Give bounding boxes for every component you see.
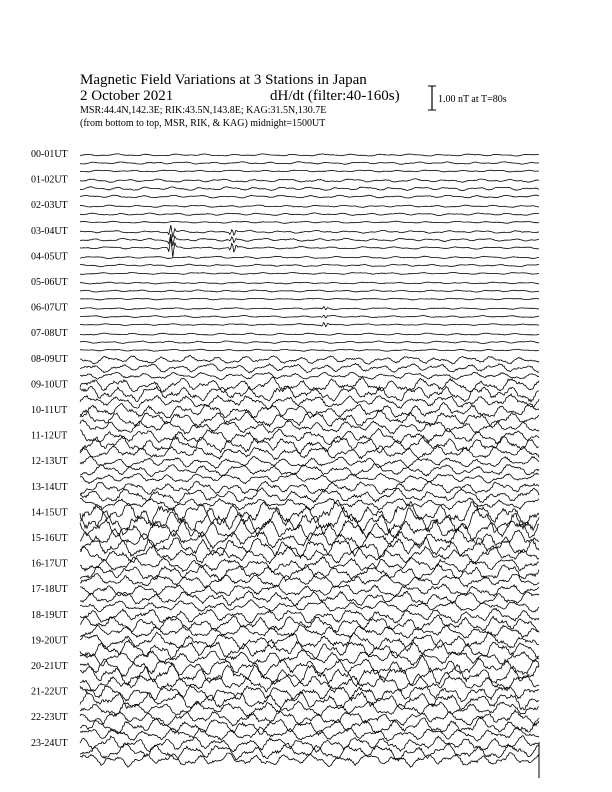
trace-05-06UT-RIK bbox=[80, 290, 539, 292]
hour-label-01-02UT: 01-02UT bbox=[31, 174, 68, 186]
hour-label-09-10UT: 09-10UT bbox=[31, 379, 68, 391]
trace-21-22UT-MSR bbox=[80, 701, 539, 717]
hour-label-07-08UT: 07-08UT bbox=[31, 328, 68, 340]
order-text: (from bottom to top, MSR, RIK, & KAG) midnight=1500UT bbox=[80, 118, 326, 129]
hour-label-00-01UT: 00-01UT bbox=[31, 149, 68, 160]
traces bbox=[80, 154, 539, 767]
hour-label-06-07UT: 06-07UT bbox=[31, 302, 68, 314]
trace-02-03UT-RIK bbox=[80, 213, 539, 216]
trace-04-05UT-RIK bbox=[80, 264, 539, 267]
trace-06-07UT-KAG bbox=[80, 307, 539, 310]
hour-label-02-03UT: 02-03UT bbox=[31, 200, 68, 212]
trace-07-08UT-MSR bbox=[80, 349, 539, 351]
hour-label-17-18UT: 17-18UT bbox=[31, 584, 68, 596]
scale-bar bbox=[428, 86, 436, 110]
trace-20-21UT-MSR bbox=[80, 675, 539, 692]
hour-label-16-17UT: 16-17UT bbox=[31, 558, 68, 570]
trace-00-01UT-RIK bbox=[80, 162, 539, 165]
trace-10-11UT-RIK bbox=[80, 410, 539, 428]
trace-12-13UT-RIK bbox=[80, 464, 539, 477]
trace-23-24UT-RIK bbox=[80, 743, 539, 761]
trace-12-13UT-KAG bbox=[80, 457, 539, 469]
trace-16-17UT-RIK bbox=[80, 563, 539, 581]
trace-03-04UT-RIK bbox=[80, 234, 539, 246]
trace-15-16UT-KAG bbox=[80, 529, 539, 549]
trace-13-14UT-RIK bbox=[80, 488, 539, 503]
hour-label-10-11UT: 10-11UT bbox=[31, 405, 68, 416]
trace-06-07UT-RIK bbox=[80, 315, 539, 318]
hour-label-21-22UT: 21-22UT bbox=[31, 686, 68, 698]
date-text: 2 October 2021 bbox=[80, 88, 174, 104]
hour-label-12-13UT: 12-13UT bbox=[31, 456, 68, 468]
trace-06-07UT-MSR bbox=[80, 323, 539, 327]
trace-03-04UT-KAG bbox=[80, 225, 539, 237]
trace-22-23UT-RIK bbox=[80, 717, 539, 735]
hour-label-03-04UT: 03-04UT bbox=[31, 225, 68, 237]
trace-05-06UT-MSR bbox=[80, 298, 539, 300]
hour-label-13-14UT: 13-14UT bbox=[31, 481, 68, 493]
trace-14-15UT-RIK bbox=[80, 507, 539, 536]
trace-04-05UT-MSR bbox=[80, 273, 539, 275]
trace-08-09UT-KAG bbox=[80, 355, 539, 364]
trace-02-03UT-MSR bbox=[80, 221, 539, 223]
hour-label-18-19UT: 18-19UT bbox=[31, 609, 68, 621]
hour-label-20-21UT: 20-21UT bbox=[31, 661, 68, 672]
trace-01-02UT-KAG bbox=[80, 179, 539, 182]
chart-title: Magnetic Field Variations at 3 Stations in Japan bbox=[80, 72, 367, 88]
hour-label-14-15UT: 14-15UT bbox=[31, 507, 68, 519]
trace-17-18UT-KAG bbox=[80, 584, 539, 597]
trace-04-05UT-KAG bbox=[80, 256, 539, 258]
trace-01-02UT-MSR bbox=[80, 195, 539, 198]
trace-00-01UT-MSR bbox=[80, 170, 539, 172]
hour-label-22-23UT: 22-23UT bbox=[31, 712, 68, 724]
hour-label-04-05UT: 04-05UT bbox=[31, 251, 68, 263]
hour-labels bbox=[31, 149, 68, 749]
trace-00-01UT-KAG bbox=[80, 154, 539, 156]
hour-label-08-09UT: 08-09UT bbox=[31, 353, 68, 365]
hour-label-19-20UT: 19-20UT bbox=[31, 635, 68, 647]
trace-07-08UT-KAG bbox=[80, 333, 539, 335]
hour-label-05-06UT: 05-06UT bbox=[31, 277, 68, 288]
trace-01-02UT-RIK bbox=[80, 187, 539, 191]
trace-10-11UT-MSR bbox=[80, 420, 539, 434]
scale-bar-label: 1.00 nT at T=80s bbox=[438, 94, 507, 105]
trace-02-03UT-KAG bbox=[80, 205, 539, 207]
hour-label-11-12UT: 11-12UT bbox=[31, 430, 68, 442]
trace-05-06UT-KAG bbox=[80, 282, 539, 284]
trace-08-09UT-RIK bbox=[80, 363, 539, 373]
stations-text: MSR:44.4N,142.3E; RIK:43.5N,143.8E; KAG:31.5N,130.7E bbox=[80, 105, 327, 116]
trace-13-14UT-MSR bbox=[80, 498, 539, 511]
trace-23-24UT-KAG bbox=[80, 736, 539, 753]
hour-label-23-24UT: 23-24UT bbox=[31, 737, 68, 749]
trace-18-19UT-KAG bbox=[80, 608, 539, 623]
y-axis-title: dH/dt (filter:40-160s) bbox=[270, 88, 400, 104]
hour-label-15-16UT: 15-16UT bbox=[31, 533, 68, 544]
trace-17-18UT-MSR bbox=[80, 600, 539, 613]
trace-08-09UT-MSR bbox=[80, 372, 539, 380]
trace-18-19UT-RIK bbox=[80, 615, 539, 632]
trace-20-21UT-RIK bbox=[80, 664, 539, 687]
trace-09-10UT-KAG bbox=[80, 377, 539, 393]
trace-07-08UT-RIK bbox=[80, 341, 539, 344]
